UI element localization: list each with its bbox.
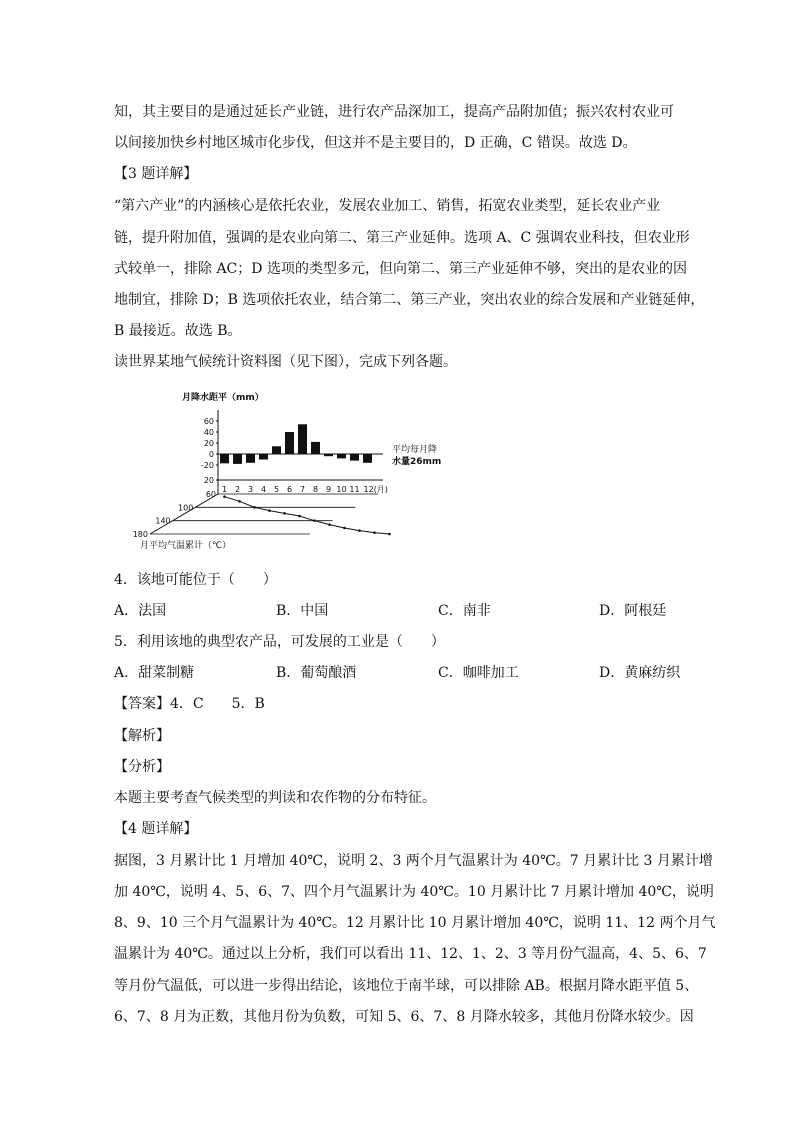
line-p1-1: 知，其主要目的是通过延长产业链，进行农产品深加工，提高产品附加值；振兴农村农业可: [114, 104, 674, 120]
temperature-curve: [225, 497, 390, 534]
heading-fenxi: 【分析】: [114, 759, 170, 775]
temp-point: [298, 515, 301, 518]
x-tick-label: 8: [312, 485, 319, 494]
line-p3-2: 链，提升附加值，强调的是农业向第二、第三产业延伸。选项 A、C 强调农业科技，但农业形: [114, 230, 690, 246]
line-p3-5: B 最接近。故选 B。: [114, 323, 242, 339]
question-4-stem: 4．该地可能位于（ ）: [114, 572, 277, 588]
temp-point: [223, 495, 226, 498]
heading-jiexi: 【解析】: [114, 728, 170, 744]
q4-option-b: B．中国: [276, 603, 329, 619]
temp-tick-label: 100: [178, 503, 194, 513]
answer-4: 4．C: [170, 696, 204, 712]
x-tick-label: 2: [234, 485, 241, 494]
temp-point: [253, 506, 256, 509]
q5-option-d: D．黄麻纺织: [599, 665, 681, 681]
bar: [233, 454, 242, 464]
line-d4-5: 等月份气温低，可以进一步得出结论，该地位于南半球，可以排除 AB。根据月降水距平值 5、: [114, 978, 699, 994]
line-d4-6: 6、7、8 月为正数，其他月份为负数，可知 5、6、7、8 月降水较多，其他月份降水较少。因: [114, 1009, 694, 1025]
heading-q3-detail: 【3 题详解】: [114, 166, 198, 182]
temp-axis-label: 月平均气温累计（℃）: [140, 541, 232, 551]
chart-title: 月降水距平（mm）: [182, 393, 264, 403]
bar: [246, 454, 255, 463]
temp-point: [343, 527, 346, 530]
x-tick-label: 1: [221, 485, 228, 494]
bar: [363, 454, 372, 463]
q4-option-a: A．法国: [114, 603, 167, 619]
q5-option-a: A．甜菜制糖: [114, 665, 195, 681]
answer-label: 【答案】: [114, 696, 170, 712]
bar: [220, 454, 229, 463]
x-axis-labels: [222, 485, 388, 494]
temp-tick-label: 140: [155, 516, 171, 526]
x-tick-label: 6: [286, 485, 293, 494]
y-axis-ticks: [201, 417, 218, 485]
y-tick-label: 40: [203, 428, 214, 437]
q5-option-b: B．葡萄酿酒: [276, 665, 357, 681]
line-p3-3: 式较单一，排除 AC；D 选项的类型多元，但向第二、第三产业延伸不够，突出的是农业的因: [114, 261, 687, 277]
fenxi-text: 本题主要考查气候类型的判读和农作物的分布特征。: [114, 790, 436, 806]
x-tick-label: 9: [325, 485, 332, 494]
x-tick-label: 10: [336, 485, 347, 494]
question-5-stem: 5．利用该地的典型农产品，可发展的工业是（ ）: [114, 634, 445, 650]
temp-point: [268, 509, 271, 512]
annotation-line-1: 平均每月降: [392, 445, 438, 455]
answer-line: [114, 694, 265, 714]
temp-point: [313, 519, 316, 522]
q4-option-c: C．南非: [438, 603, 491, 619]
bar: [350, 454, 359, 461]
climate-chart: [132, 388, 442, 552]
line-d4-1: 据图，3 月累计比 1 月增加 40℃，说明 2、3 两个月气温累计为 40℃。7 月累计比 3 月累计增: [114, 853, 713, 869]
line-d4-3: 8、9、10 三个月气温累计为 40℃。12 月累计比 10 月累计增加 40℃，说明 11、12 两个月气: [114, 915, 716, 931]
temperature-points: [223, 495, 391, 535]
bar: [324, 454, 333, 456]
line-d4-2: 加 40℃，说明 4、5、6、7、四个月气温累计为 40℃。10 月累计比 7 月累计增加 40℃，说明: [114, 884, 714, 900]
bar: [285, 432, 294, 454]
y-tick-label: 20: [203, 476, 214, 485]
temp-point: [328, 523, 331, 526]
bar: [272, 446, 281, 454]
temp-tick-label: 60: [205, 490, 216, 499]
line-p1-2: 以间接加快乡村地区城市化步伐，但这并不是主要目的，D 正确，C 错误。故选 D。: [114, 135, 637, 151]
x-tick-label: 5: [273, 485, 280, 494]
x-tick-label: 7: [299, 485, 306, 494]
bar: [298, 424, 307, 454]
temp-point: [388, 533, 391, 536]
temp-point: [283, 512, 286, 515]
y-tick-label: -20: [200, 461, 214, 470]
q5-option-c: C．咖啡加工: [438, 665, 519, 681]
bars-group: [220, 424, 372, 464]
line-p3-4: 地制宜，排除 D；B 选项依托农业，结合第二、第三产业，突出农业的综合发展和产业链延伸，: [114, 292, 705, 308]
temp-point: [373, 531, 376, 534]
bar: [337, 454, 346, 458]
heading-q4-detail: 【4 题详解】: [114, 821, 198, 837]
temp-point: [238, 500, 241, 503]
bar: [311, 442, 320, 454]
line-d4-4: 温累计为 40℃。通过以上分析，我们可以看出 11、12、1、2、3 等月份气温高，4、5、6、7: [114, 946, 707, 962]
y-tick-label: 60: [203, 417, 214, 426]
x-tick-label: 12(月): [363, 485, 388, 494]
q4-option-d: D．阿根廷: [599, 603, 667, 619]
temp-point: [358, 529, 361, 532]
temp-axis-slant: [150, 494, 218, 534]
answer-5: 5．B: [231, 696, 265, 712]
annotation-line-2: 水量26mm: [392, 457, 442, 467]
x-tick-label: 3: [247, 485, 254, 494]
y-tick-label: 0: [208, 450, 214, 459]
x-tick-label: 11: [349, 485, 360, 494]
y-tick-label: 20: [203, 439, 214, 448]
intro-line: 读世界某地气候统计资料图（见下图），完成下列各题。: [114, 354, 457, 370]
line-p3-1: “第六产业”的内涵核心是依托农业，发展农业加工、销售，拓宽农业类型，延长农业产业: [114, 198, 661, 214]
x-tick-label: 4: [260, 485, 267, 494]
bar: [259, 454, 268, 460]
temp-tick-label: 180: [132, 530, 148, 539]
